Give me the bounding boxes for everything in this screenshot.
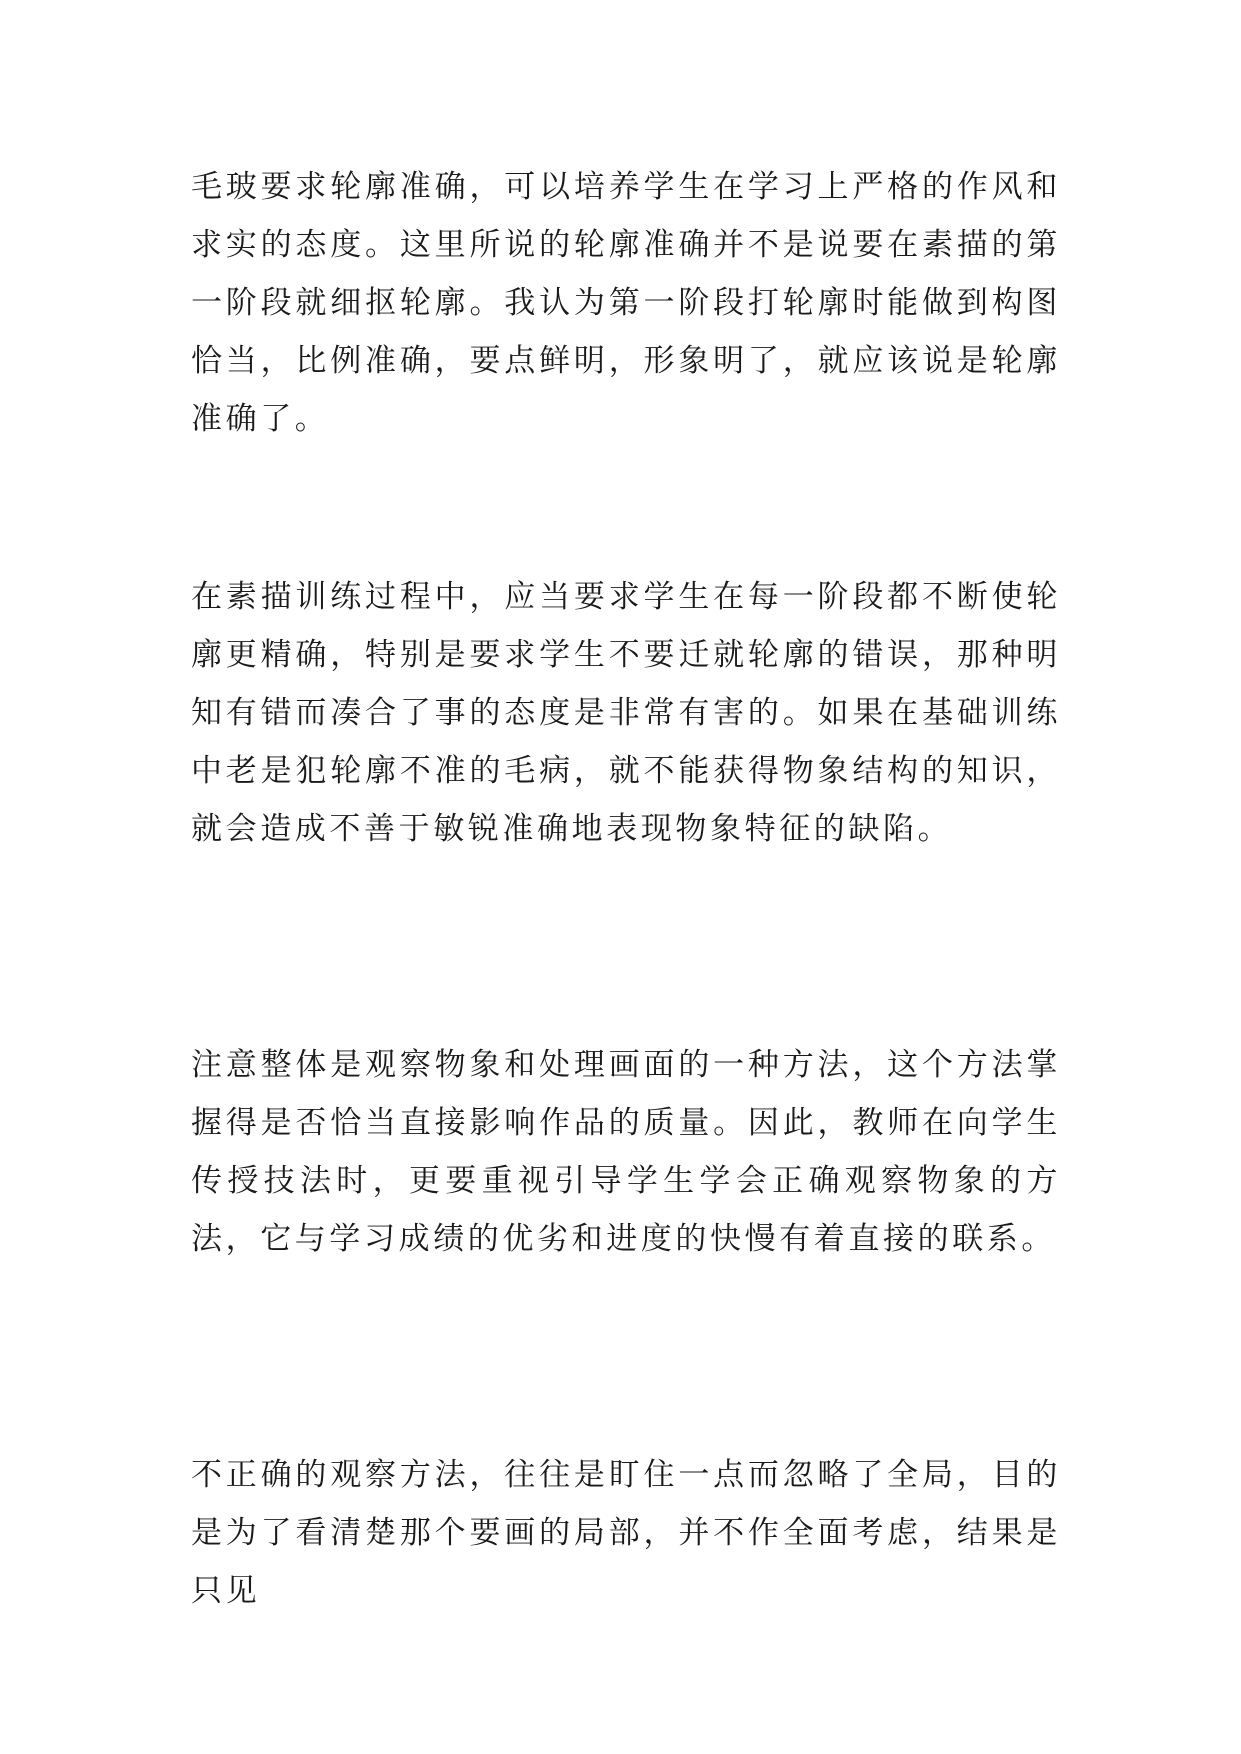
- paragraph-3: 注意整体是观察物象和处理画面的一种方法，这个方法掌握得是否恰当直接影响作品的质量。因此，教师在向学生传授技法时，更要重视引导学生学会正确观察物象的方法，它与学习成绩的优劣和进度的快慢有着直接的联系。: [191, 1047, 1061, 1257]
- paragraph-1: 毛玻要求轮廓准确，可以培养学生在学习上严格的作风和求实的态度。这里所说的轮廓准确并不是说要在素描的第一阶段就细抠轮廓。我认为第一阶段打轮廓时能做到构图恰当，比例准确，要点鲜明，形象明了，就应该说是轮廓准确了。: [191, 169, 1061, 437]
- paragraph-4: 不正确的观察方法，往往是盯住一点而忽略了全局，目的是为了看清楚那个要画的局部，并不作全面考虑，结果是只见: [191, 1457, 1061, 1609]
- paragraph-2: 在素描训练过程中，应当要求学生在每一阶段都不断使轮廓更精确，特别是要求学生不要迁就轮廓的错误，那种明知有错而凑合了事的态度是非常有害的。如果在基础训练中老是犯轮廓不准的毛病，就不能获得物象结构的知识，就会造成不善于敏锐准确地表现物象特征的缺陷。: [191, 579, 1061, 847]
